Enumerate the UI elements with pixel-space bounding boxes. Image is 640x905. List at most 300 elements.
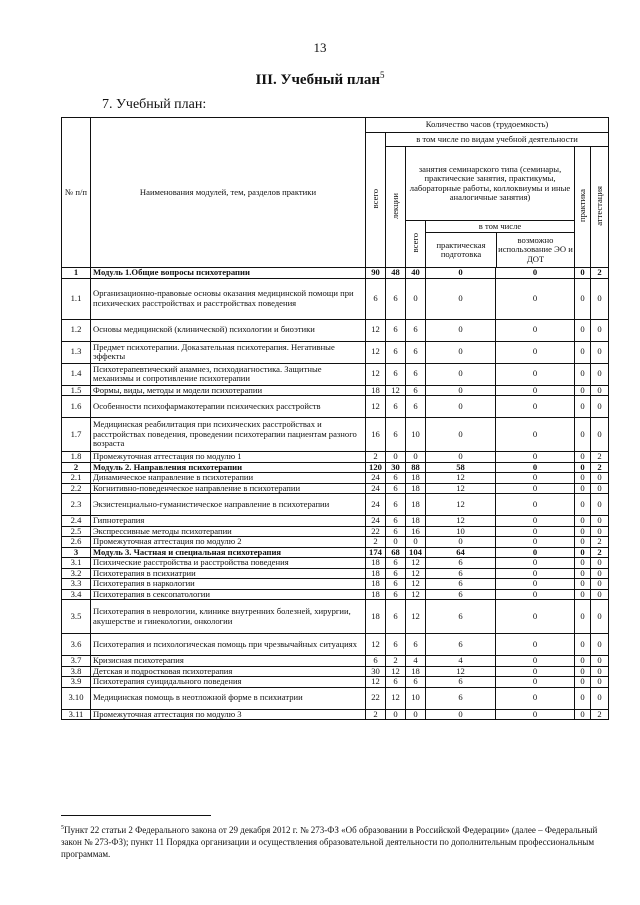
cell-eo: 0 [496,568,575,579]
page-number: 13 [313,40,327,55]
cell-lec: 6 [386,473,406,484]
cell-prac: 0 [575,278,591,319]
cell-lec: 6 [386,579,406,590]
table-row [62,363,609,385]
cell-prac: 0 [575,483,591,494]
cell-lec: 0 [386,452,406,463]
cell-name: Организационно-правовые основы оказания медицинской помощи при психических расстройствах и расстройствах поведения [91,278,366,319]
cell-prac: 0 [575,709,591,720]
header-sub-row [426,233,574,267]
cell-lec: 2 [386,656,406,667]
cell-total: 18 [366,600,386,634]
cell-eo: 0 [496,363,575,385]
footnote-ref[interactable]: 5 [380,70,385,80]
table-row [62,385,609,396]
cell-lec: 6 [386,634,406,656]
cell-lec: 6 [386,516,406,527]
cell-num: 3.2 [62,568,91,579]
cell-lec: 6 [386,396,406,418]
cell-total: 22 [366,687,386,709]
table-row [62,558,609,569]
table-row [62,568,609,579]
cell-pp: 6 [426,677,496,688]
cell-sem: 12 [406,600,426,634]
cell-prac: 0 [575,547,591,558]
cell-total: 2 [366,709,386,720]
cell-total: 22 [366,526,386,537]
cell-lec: 30 [386,462,406,473]
cell-pp: 0 [426,319,496,341]
table-row [62,656,609,667]
module-row [62,547,609,558]
curriculum-table [61,117,609,720]
cell-num: 1.1 [62,278,91,319]
cell-eo: 0 [496,687,575,709]
cell-prac: 0 [575,473,591,484]
cell-total: 16 [366,418,386,452]
cell-eo: 0 [496,600,575,634]
cell-pp: 0 [426,385,496,396]
header-total [366,133,386,268]
cell-pp: 58 [426,462,496,473]
table-row [62,418,609,452]
cell-sem: 18 [406,473,426,484]
cell-eo: 0 [496,473,575,484]
cell-att: 2 [591,268,609,279]
cell-num: 2.5 [62,526,91,537]
cell-eo: 0 [496,462,575,473]
table-row [62,278,609,319]
cell-num: 2.2 [62,483,91,494]
cell-eo: 0 [496,516,575,527]
cell-num: 1.3 [62,341,91,363]
cell-pp: 0 [426,396,496,418]
table-row [62,473,609,484]
cell-prac: 0 [575,558,591,569]
cell-num: 1.4 [62,363,91,385]
cell-num: 3.7 [62,656,91,667]
cell-num: 2.3 [62,494,91,516]
cell-name: Медицинская помощь в неотложной форме в психиатрии [91,687,366,709]
cell-prac: 0 [575,579,591,590]
header-seminars: занятия семинарского типа (семинары, практические занятия, практикумы, лабораторные работы, коллоквиумы и иные аналогичные занятия) [406,147,575,221]
cell-name: Психические расстройства и расстройства поведения [91,558,366,569]
cell-lec: 6 [386,341,406,363]
table-row [62,341,609,363]
module-row [62,462,609,473]
cell-prac: 0 [575,268,591,279]
header-lectures-text: лекции [389,192,400,219]
cell-num: 1.7 [62,418,91,452]
table-row [62,634,609,656]
header-total-text: всего [369,189,380,209]
table-row [62,709,609,720]
cell-name: Психотерапия в сексопатологии [91,589,366,600]
cell-pp: 0 [426,341,496,363]
cell-pp: 0 [426,278,496,319]
cell-total: 24 [366,494,386,516]
cell-pp: 6 [426,600,496,634]
cell-pp: 0 [426,537,496,548]
footnote-divider [61,815,211,816]
cell-total: 24 [366,483,386,494]
table-row [62,516,609,527]
cell-pp: 64 [426,547,496,558]
table-row [62,526,609,537]
cell-name: Промежуточная аттестация по модулю 1 [91,452,366,463]
cell-name: Экспрессивные методы психотерапии [91,526,366,537]
cell-eo: 0 [496,494,575,516]
cell-sem: 6 [406,677,426,688]
cell-num: 3.4 [62,589,91,600]
cell-lec: 6 [386,677,406,688]
table-row [62,589,609,600]
cell-total: 120 [366,462,386,473]
cell-name: Формы, виды, методы и модели психотерапии [91,385,366,396]
cell-sem: 0 [406,452,426,463]
cell-sem: 6 [406,396,426,418]
cell-name: Психотерапия в неврологии, клинике внутренних болезней, хирургии, акушерстве и гинекологии, онкологии [91,600,366,634]
cell-lec: 68 [386,547,406,558]
cell-eo: 0 [496,537,575,548]
cell-eo: 0 [496,709,575,720]
cell-sem: 12 [406,568,426,579]
cell-prac: 0 [575,516,591,527]
cell-att: 0 [591,677,609,688]
cell-lec: 6 [386,363,406,385]
cell-sem: 88 [406,462,426,473]
cell-total: 12 [366,396,386,418]
cell-lec: 6 [386,526,406,537]
cell-eo: 0 [496,589,575,600]
table-row [62,666,609,677]
cell-att: 0 [591,385,609,396]
cell-prac: 0 [575,418,591,452]
cell-sem: 16 [406,526,426,537]
cell-att: 0 [591,363,609,385]
cell-sem: 18 [406,483,426,494]
cell-total: 18 [366,558,386,569]
cell-eo: 0 [496,666,575,677]
cell-prac: 0 [575,452,591,463]
cell-total: 12 [366,341,386,363]
cell-prac: 0 [575,666,591,677]
header-attestation-text: аттестация [593,185,604,226]
cell-total: 12 [366,677,386,688]
cell-att: 0 [591,483,609,494]
cell-pp: 0 [426,452,496,463]
cell-pp: 10 [426,526,496,537]
cell-name: Динамическое направление в психотерапии [91,473,366,484]
cell-num: 3.8 [62,666,91,677]
cell-lec: 6 [386,319,406,341]
cell-sem: 10 [406,687,426,709]
cell-att: 0 [591,579,609,590]
cell-total: 6 [366,656,386,667]
cell-eo: 0 [496,385,575,396]
cell-sem: 0 [406,278,426,319]
cell-name: Промежуточная аттестация по модулю 2 [91,537,366,548]
cell-sem: 6 [406,363,426,385]
cell-total: 6 [366,278,386,319]
header-name: Наименования модулей, тем, разделов практики [91,118,366,268]
cell-sem: 12 [406,589,426,600]
cell-name: Психотерапия и психологическая помощь при чрезвычайных ситуациях [91,634,366,656]
cell-total: 12 [366,319,386,341]
cell-total: 18 [366,579,386,590]
cell-lec: 6 [386,568,406,579]
cell-att: 0 [591,666,609,677]
cell-att: 2 [591,462,609,473]
cell-pp: 0 [426,268,496,279]
cell-name: Медицинская реабилитация при психических расстройствах и расстройствах поведения, проведении психотерапии пациентам разного возраста [91,418,366,452]
cell-eo: 0 [496,634,575,656]
cell-num: 1.6 [62,396,91,418]
cell-prac: 0 [575,341,591,363]
header-eo-dot: возможно использование ЭО и ДОТ [498,234,573,264]
section-title [0,70,640,89]
cell-num: 1 [62,268,91,279]
cell-num: 3.6 [62,634,91,656]
table-row [62,677,609,688]
cell-pp: 6 [426,634,496,656]
header-num: № п/п [62,118,91,268]
header-practice-text: практика [576,189,587,223]
cell-total: 18 [366,589,386,600]
cell-att: 0 [591,341,609,363]
cell-eo: 0 [496,278,575,319]
cell-eo: 0 [496,579,575,590]
cell-lec: 12 [386,687,406,709]
cell-total: 30 [366,666,386,677]
cell-num: 2.1 [62,473,91,484]
cell-pp: 6 [426,568,496,579]
cell-sem: 104 [406,547,426,558]
cell-name: Предмет психотерапии. Доказательная психотерапия. Негативные эффекты [91,341,366,363]
cell-att: 0 [591,418,609,452]
cell-num: 3.11 [62,709,91,720]
cell-att: 0 [591,600,609,634]
header-including: в том числе [426,221,574,233]
cell-pp: 12 [426,483,496,494]
cell-sem: 6 [406,634,426,656]
cell-prac: 0 [575,687,591,709]
cell-name: Промежуточная аттестация по модулю 3 [91,709,366,720]
cell-num: 3.3 [62,579,91,590]
cell-prac: 0 [575,494,591,516]
cell-pp: 0 [426,709,496,720]
footnote-text: Пункт 22 статьи 2 Федерального закона от 29 декабря 2012 г. № 273-ФЗ «Об образовании в Российской Федерации» (далее – Федеральный закон № 273-ФЗ); пункт 11 Порядка организации и осуществления образовательной деятельности по дополнительным профессиональным программам. [61,825,598,859]
cell-total: 18 [366,568,386,579]
cell-sem: 18 [406,494,426,516]
cell-name: Модуль 1.Общие вопросы психотерапии [91,268,366,279]
cell-eo: 0 [496,396,575,418]
cell-eo: 0 [496,677,575,688]
cell-att: 0 [591,526,609,537]
cell-num: 2.4 [62,516,91,527]
cell-num: 3 [62,547,91,558]
header-hours: Количество часов (трудоемкость) [366,118,609,133]
cell-num: 1.5 [62,385,91,396]
cell-prac: 0 [575,568,591,579]
header-by-type: в том числе по видам учебной деятельности [386,133,609,147]
cell-lec: 6 [386,278,406,319]
header-sem-total-text: всего [409,233,420,253]
cell-prac: 0 [575,396,591,418]
cell-total: 24 [366,473,386,484]
section-title-text: III. Учебный план [255,72,381,88]
cell-att: 2 [591,452,609,463]
cell-name: Гипнотерапия [91,516,366,527]
cell-eo: 0 [496,452,575,463]
table-row [62,537,609,548]
cell-sem: 18 [406,516,426,527]
cell-total: 12 [366,634,386,656]
cell-prac: 0 [575,537,591,548]
cell-total: 2 [366,452,386,463]
cell-prac: 0 [575,363,591,385]
cell-att: 0 [591,278,609,319]
cell-total: 24 [366,516,386,527]
cell-total: 2 [366,537,386,548]
cell-att: 2 [591,537,609,548]
cell-sem: 12 [406,579,426,590]
header-lectures [386,147,406,268]
cell-att: 0 [591,516,609,527]
table-row [62,687,609,709]
cell-pp: 0 [426,363,496,385]
cell-sem: 18 [406,666,426,677]
cell-eo: 0 [496,558,575,569]
cell-name: Экзистенциально-гуманистическое направление в психотерапии [91,494,366,516]
cell-name: Психотерапевтический анамнез, психодиагностика. Защитные механизмы и сопротивление психотерапии [91,363,366,385]
cell-total: 90 [366,268,386,279]
cell-att: 0 [591,589,609,600]
cell-prac: 0 [575,462,591,473]
cell-name: Кризисная психотерапия [91,656,366,667]
cell-num: 1.2 [62,319,91,341]
cell-lec: 48 [386,268,406,279]
cell-pp: 6 [426,579,496,590]
cell-num: 3.1 [62,558,91,569]
cell-eo: 0 [496,526,575,537]
table-row [62,579,609,590]
header-including-block [426,221,575,268]
cell-num: 2.6 [62,537,91,548]
table-row [62,600,609,634]
cell-att: 0 [591,656,609,667]
cell-prac: 0 [575,526,591,537]
cell-num: 3.10 [62,687,91,709]
cell-att: 0 [591,494,609,516]
cell-pp: 12 [426,516,496,527]
cell-lec: 6 [386,418,406,452]
cell-eo: 0 [496,319,575,341]
cell-name: Психотерапия в психиатрии [91,568,366,579]
module-row [62,268,609,279]
cell-att: 0 [591,558,609,569]
cell-name: Модуль 2. Направления психотерапии [91,462,366,473]
cell-sem: 4 [406,656,426,667]
cell-num: 1.8 [62,452,91,463]
footnote [61,822,611,860]
cell-pp: 6 [426,558,496,569]
cell-pp: 6 [426,589,496,600]
cell-num: 2 [62,462,91,473]
cell-eo: 0 [496,547,575,558]
cell-total: 18 [366,385,386,396]
cell-name: Модуль 3. Частная и специальная психотерапия [91,547,366,558]
cell-prac: 0 [575,589,591,600]
cell-att: 0 [591,687,609,709]
cell-prac: 0 [575,656,591,667]
cell-sem: 6 [406,341,426,363]
cell-pp: 12 [426,666,496,677]
cell-eo: 0 [496,268,575,279]
cell-lec: 6 [386,558,406,569]
cell-lec: 6 [386,589,406,600]
cell-prac: 0 [575,677,591,688]
cell-pp: 12 [426,494,496,516]
cell-pp: 4 [426,656,496,667]
cell-att: 0 [591,396,609,418]
header-prac-training: практическая подготовка [426,233,497,267]
cell-att: 0 [591,634,609,656]
cell-lec: 12 [386,666,406,677]
cell-sem: 0 [406,537,426,548]
cell-prac: 0 [575,634,591,656]
plan-title: 7. Учебный план: [102,97,207,112]
cell-total: 12 [366,363,386,385]
table-row [62,396,609,418]
cell-sem: 6 [406,385,426,396]
cell-att: 0 [591,568,609,579]
table-row [62,452,609,463]
cell-eo: 0 [496,656,575,667]
cell-lec: 0 [386,537,406,548]
cell-sem: 40 [406,268,426,279]
cell-sem: 10 [406,418,426,452]
cell-lec: 12 [386,385,406,396]
cell-name: Психотерапия суицидального поведения [91,677,366,688]
table-row [62,494,609,516]
cell-name: Психотерапия в наркологии [91,579,366,590]
curriculum-body [62,268,609,720]
cell-att: 0 [591,319,609,341]
cell-name: Основы медицинской (клинической) психологии и биоэтики [91,319,366,341]
cell-pp: 12 [426,473,496,484]
cell-name: Когнитивно-поведенческое направление в психотерапии [91,483,366,494]
cell-prac: 0 [575,385,591,396]
header-attestation [591,147,609,268]
header-practice [575,147,591,268]
cell-pp: 6 [426,687,496,709]
cell-total: 174 [366,547,386,558]
cell-name: Особенности психофармакотерапии психических расстройств [91,396,366,418]
cell-lec: 6 [386,494,406,516]
cell-num: 3.9 [62,677,91,688]
footnote-mark: 5 [61,825,64,831]
cell-att: 2 [591,547,609,558]
cell-name: Детская и подростковая психотерапия [91,666,366,677]
cell-lec: 6 [386,600,406,634]
cell-pp: 0 [426,418,496,452]
cell-num: 3.5 [62,600,91,634]
cell-lec: 0 [386,709,406,720]
table-row [62,319,609,341]
cell-sem: 0 [406,709,426,720]
cell-eo: 0 [496,341,575,363]
